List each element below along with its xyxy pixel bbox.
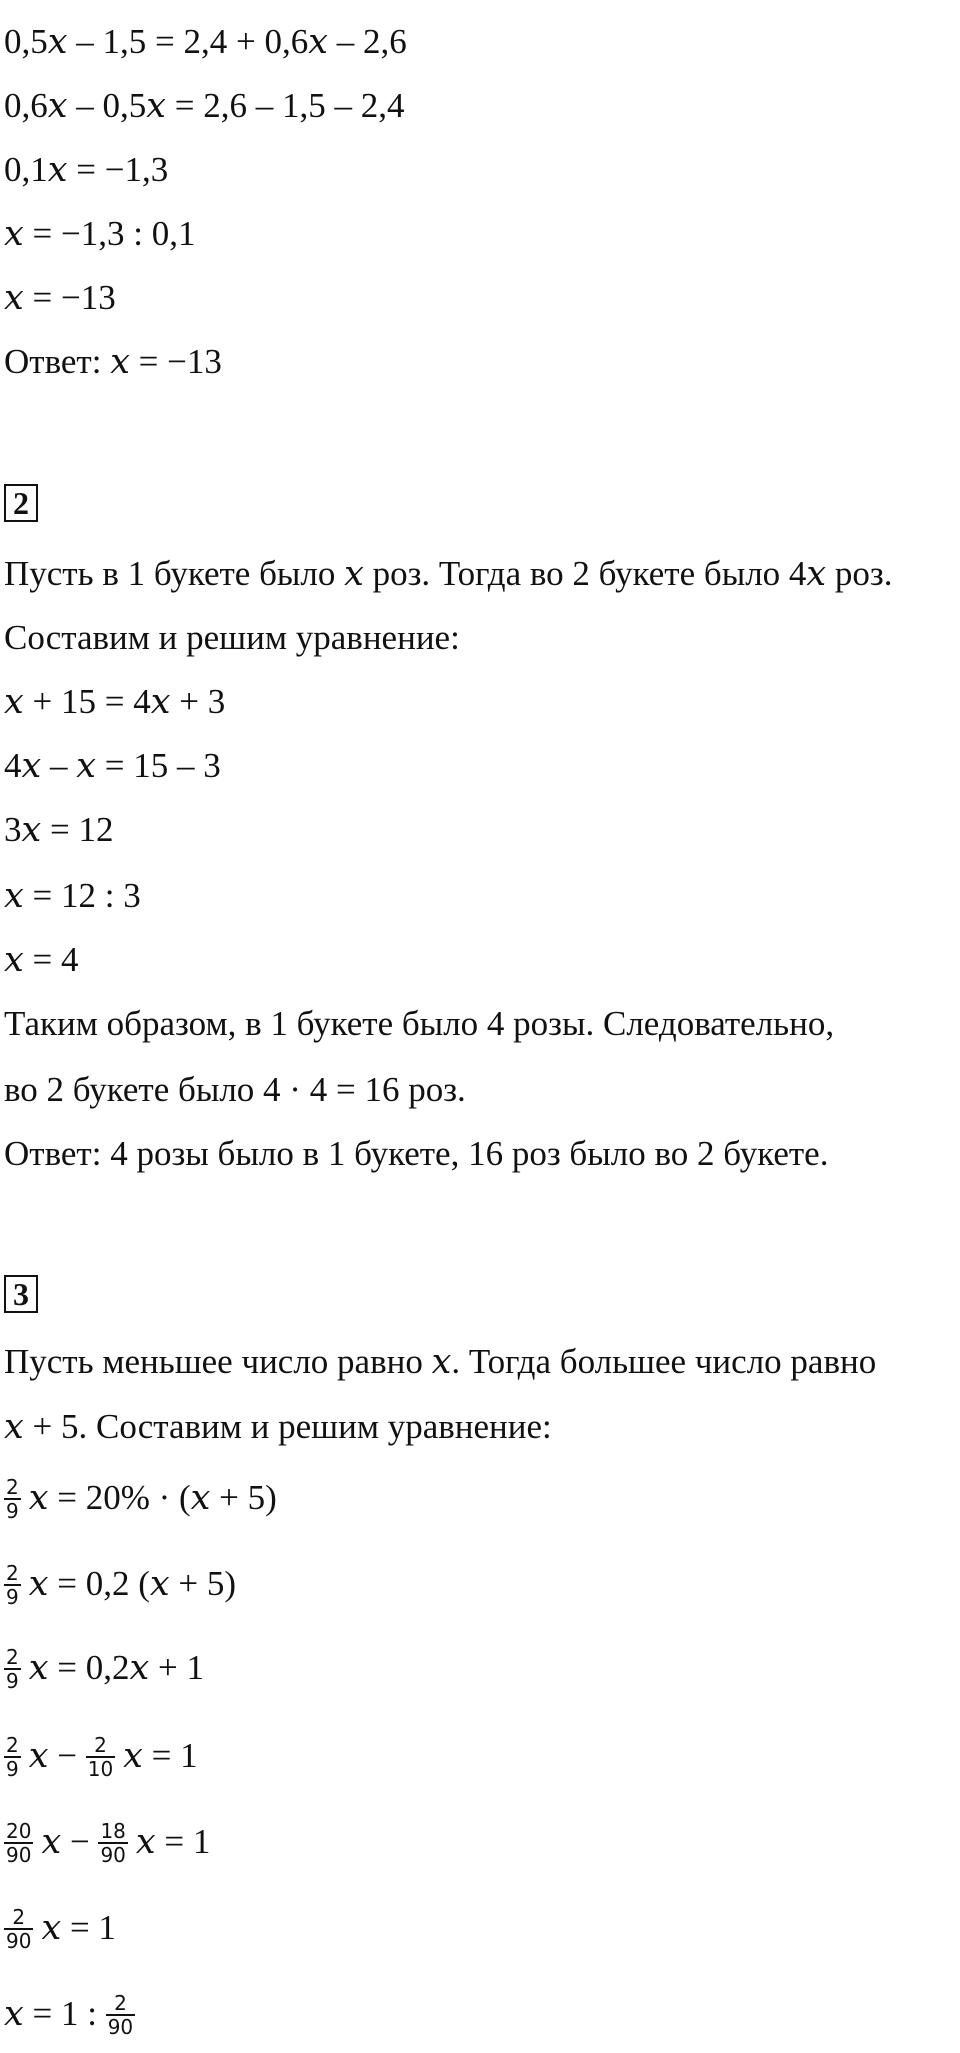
- fraction: [98, 1820, 127, 1866]
- fraction: [86, 1734, 115, 1780]
- equation-rest: 𝑥 = 1: [135, 1822, 211, 1861]
- equation-line: 𝑥 = 4: [4, 940, 79, 979]
- equation-line: 𝑥 = −1,3 : 0,1: [4, 214, 196, 253]
- fraction-numerator: 20: [6, 1818, 32, 1843]
- fraction-numerator: 2: [4, 1906, 33, 1930]
- answer-line: Ответ: 4 розы было в 1 букете, 16 роз было во 2 букете.: [4, 1134, 829, 1173]
- fraction-denominator: 9: [6, 1668, 19, 1693]
- fraction-denominator: 90: [6, 1842, 32, 1867]
- equation-line: 3𝑥 = 12: [4, 810, 114, 849]
- fraction-denominator: 10: [87, 1756, 114, 1781]
- fraction-denominator: 90: [107, 2014, 134, 2039]
- fraction-denominator: 9: [6, 1498, 19, 1523]
- equation-line: 4𝑥 – 𝑥 = 15 – 3: [4, 746, 221, 785]
- equation-line: [4, 1734, 198, 1782]
- fraction: [4, 1476, 21, 1522]
- fraction-denominator: 90: [6, 1928, 32, 1953]
- equation-line: 𝑥 = −13: [4, 278, 116, 317]
- equation-rest: 𝑥 = 1: [41, 1908, 116, 1947]
- fraction-numerator: 2: [106, 1992, 135, 2016]
- equation-line: [4, 1476, 277, 1524]
- equation-line: 0,1𝑥 = −1,3: [4, 150, 169, 189]
- equation-line: [4, 1562, 236, 1610]
- equation-rest: 𝑥 = 0,2 (𝑥 + 5): [28, 1564, 236, 1603]
- fraction-denominator: 90: [100, 1842, 126, 1867]
- fraction-numerator: 2: [6, 1474, 19, 1499]
- fraction-numerator: 2: [6, 1644, 19, 1669]
- equation-lead: 𝑥 = 1 :: [4, 1994, 106, 2033]
- text-line: 𝑥 + 5. Составим и решим уравнение:: [4, 1407, 552, 1446]
- fraction: [4, 1820, 33, 1866]
- equation-line: [4, 1906, 116, 1954]
- fraction-numerator: 2: [6, 1560, 19, 1585]
- task-number-badge: 3: [4, 1275, 38, 1313]
- equation-line: 0,6𝑥 – 0,5𝑥 = 2,6 – 1,5 – 2,4: [4, 86, 405, 125]
- equation-line: [4, 1646, 204, 1694]
- equation-line: 𝑥 + 15 = 4𝑥 + 3: [4, 682, 226, 721]
- fraction: [4, 1562, 21, 1608]
- fraction-numerator: 2: [86, 1734, 115, 1758]
- text-line: Таким образом, в 1 букете было 4 розы. Следовательно,: [4, 1004, 835, 1043]
- equation-middle: 𝑥 −: [28, 1736, 86, 1775]
- fraction: [4, 1734, 21, 1780]
- text-line: Пусть меньшее число равно 𝑥. Тогда большее число равно: [4, 1342, 877, 1381]
- fraction: [4, 1906, 33, 1952]
- fraction-numerator: 18: [100, 1818, 126, 1843]
- fraction-numerator: 2: [6, 1732, 19, 1757]
- equation-rest: 𝑥 = 20% · (𝑥 + 5): [28, 1478, 277, 1517]
- equation-line: 0,5𝑥 – 1,5 = 2,4 + 0,6𝑥 – 2,6: [4, 22, 407, 61]
- fraction: [106, 1992, 135, 2038]
- text-line: Составим и решим уравнение:: [4, 618, 460, 657]
- task-number-badge: 2: [4, 484, 38, 522]
- text-line: во 2 букете было 4 · 4 = 16 роз.: [4, 1070, 466, 1109]
- equation-middle: 𝑥 −: [41, 1822, 99, 1861]
- equation-rest: 𝑥 = 0,2𝑥 + 1: [28, 1648, 204, 1687]
- fraction-denominator: 9: [6, 1584, 19, 1609]
- answer-line: Ответ: 𝑥 = −13: [4, 342, 222, 381]
- fraction-denominator: 9: [6, 1756, 19, 1781]
- equation-line: 𝑥 = 12 : 3: [4, 876, 141, 915]
- equation-line: [4, 1992, 143, 2040]
- equation-line: [4, 1820, 210, 1868]
- fraction: [4, 1646, 21, 1692]
- equation-rest: 𝑥 = 1: [123, 1736, 198, 1775]
- text-line: Пусть в 1 букете было 𝑥 роз. Тогда во 2 букете было 4𝑥 роз.: [4, 554, 893, 593]
